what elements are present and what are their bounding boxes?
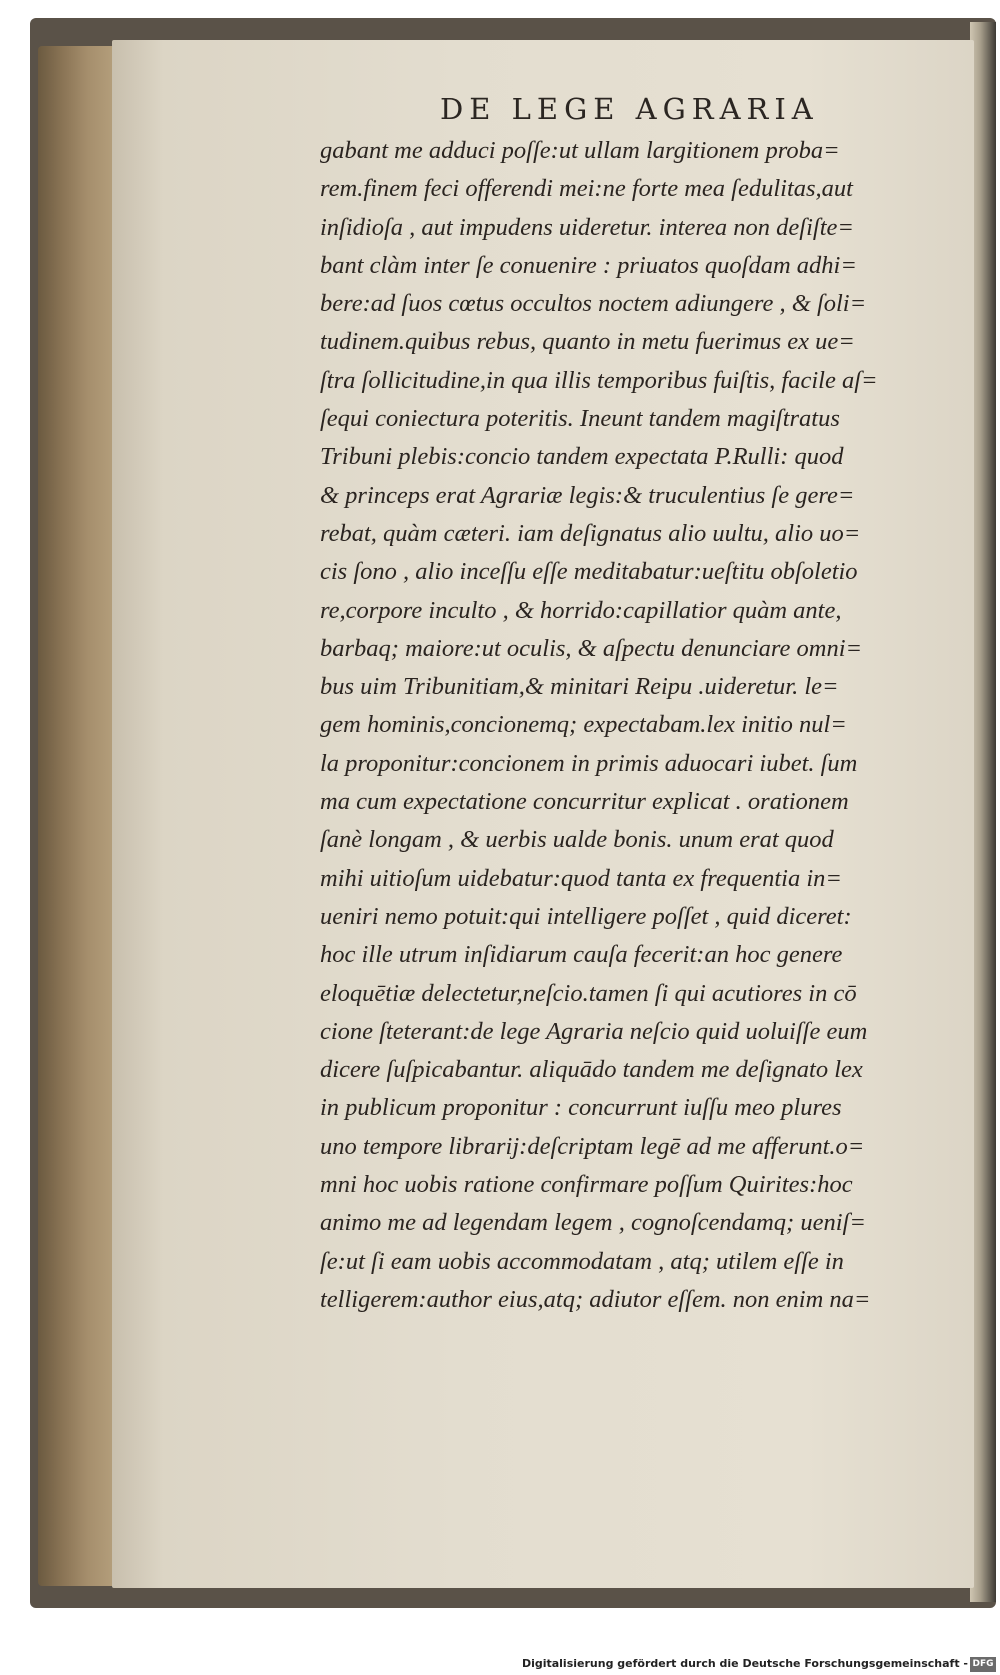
text-line: bus uim Tribunitiam,& minitari Reipu .uideretur. le= — [320, 673, 839, 701]
text-line: in publicum proponitur : concurrunt iuſſu meo plures — [320, 1094, 842, 1122]
text-line: cis ſono , alio inceſſu eſſe meditabatur:ueſtitu obſoletio — [320, 558, 858, 586]
text-line: eloquētiæ delectetur,neſcio.tamen ſi qui acutiores in cō — [320, 979, 857, 1007]
text-line: bere:ad ſuos cœtus occultos noctem adiungere , & ſoli= — [320, 290, 867, 318]
footer-credit: Digitalisierung gefördert durch die Deutsche Forschungsgemeinschaft - — [521, 1657, 968, 1670]
text-line: ſe:ut ſi eam uobis accommodatam , atq; utilem eſſe in — [320, 1247, 844, 1275]
text-line: cione ſteterant:de lege Agraria neſcio quid uoluiſſe eum — [320, 1017, 868, 1045]
text-line: Tribuni plebis:concio tandem expectata P.Rulli: quod — [320, 443, 844, 471]
text-line: ſanè longam , & uerbis ualde bonis. unum erat quod — [320, 826, 834, 854]
text-line: ueniri nemo potuit:qui intelligere poſſet , quid diceret: — [320, 902, 852, 930]
text-line: ma cum expectatione concurritur explicat . orationem — [320, 788, 849, 816]
running-head: DE LEGE AGRARIA — [440, 92, 819, 126]
text-line: rem.finem feci offerendi mei:ne forte mea ſedulitas,aut — [320, 175, 853, 203]
dfg-logo: DFG — [970, 1657, 996, 1672]
text-line: inſidioſa , aut impudens uideretur. interea non deſiſte= — [320, 213, 854, 241]
text-line: telligerem:author eius,atq; adiutor eſſem. non enim na= — [320, 1285, 871, 1313]
text-line: gabant me adduci poſſe:ut ullam largitionem proba= — [320, 137, 840, 164]
text-line: animo me ad legendam legem , cognoſcendamq; ueniſ= — [320, 1209, 866, 1237]
page-edges-left — [38, 46, 120, 1586]
text-line: re,corpore inculto , & horrido:capillatior quàm ante, — [320, 596, 842, 624]
text-line: rebat, quàm cæteri. iam deſignatus alio uultu, alio uo= — [320, 519, 861, 547]
text-line: la proponitur:concionem in primis aduocari iubet. ſum — [320, 749, 858, 777]
text-line: ſequi coniectura poteritis. Ineunt tandem magiſtratus — [320, 405, 840, 433]
text-line: dicere ſuſpicabantur. aliquādo tandem me deſignato lex — [320, 1056, 863, 1084]
text-line: mni hoc uobis ratione confirmare poſſum Quirites:hoc — [320, 1171, 853, 1199]
text-line: mihi uitioſum uidebatur:quod tanta ex frequentia in= — [320, 864, 842, 892]
text-line: & princeps erat Agrariæ legis:& truculentius ſe gere= — [320, 481, 855, 509]
text-line: hoc ille utrum inſidiarum cauſa fecerit:an hoc genere — [320, 941, 843, 969]
text-line: barbaq; maiore:ut oculis, & aſpectu denunciare omni= — [320, 634, 863, 662]
text-line: bant clàm inter ſe conuenire : priuatos quoſdam adhi= — [320, 251, 857, 279]
text-line: tudinem.quibus rebus, quanto in metu fuerimus ex ue= — [320, 328, 855, 356]
text-block — [320, 132, 970, 1319]
text-line: gem hominis,concionemq; expectabam.lex initio nul= — [320, 711, 847, 739]
footer-bar — [0, 1656, 1000, 1675]
text-line: uno tempore librarij:deſcriptam legē ad me afferunt.o= — [320, 1132, 865, 1160]
text-line: ſtra ſollicitudine,in qua illis temporibus fuiſtis, facile aſ= — [320, 366, 878, 394]
